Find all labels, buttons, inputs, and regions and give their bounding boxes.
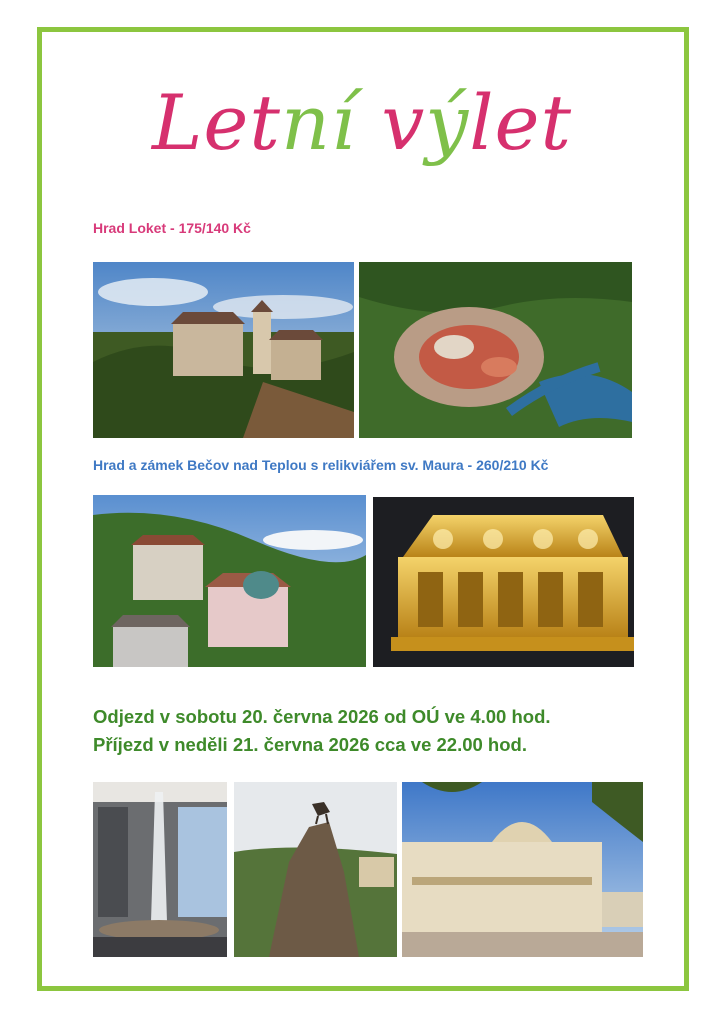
becov-castle-photo xyxy=(93,495,366,667)
deer-monument-photo xyxy=(234,782,397,957)
loket-aerial-photo xyxy=(359,262,632,438)
geyser-colonnade-photo xyxy=(93,782,227,957)
title-part: ý xyxy=(425,78,470,167)
loket-castle-photo xyxy=(93,262,354,438)
becov-heading: Hrad a zámek Bečov nad Teplou s relikviářem sv. Maura - 260/210 Kč xyxy=(93,457,549,473)
page-title xyxy=(0,78,724,168)
title-part: Let xyxy=(151,78,281,167)
travel-times xyxy=(93,703,551,759)
title-part: v xyxy=(356,78,426,167)
arrival-text: Příjezd v neděli 21. června 2026 cca ve 22.00 hod. xyxy=(93,734,527,755)
reliquary-photo xyxy=(373,497,634,667)
title-part: ní xyxy=(280,78,357,167)
colonnade-building-photo xyxy=(402,782,643,957)
departure-text: Odjezd v sobotu 20. června 2026 od OÚ ve 4.00 hod. xyxy=(93,706,551,727)
loket-heading: Hrad Loket - 175/140 Kč xyxy=(93,220,251,236)
title-part: let xyxy=(469,78,573,167)
